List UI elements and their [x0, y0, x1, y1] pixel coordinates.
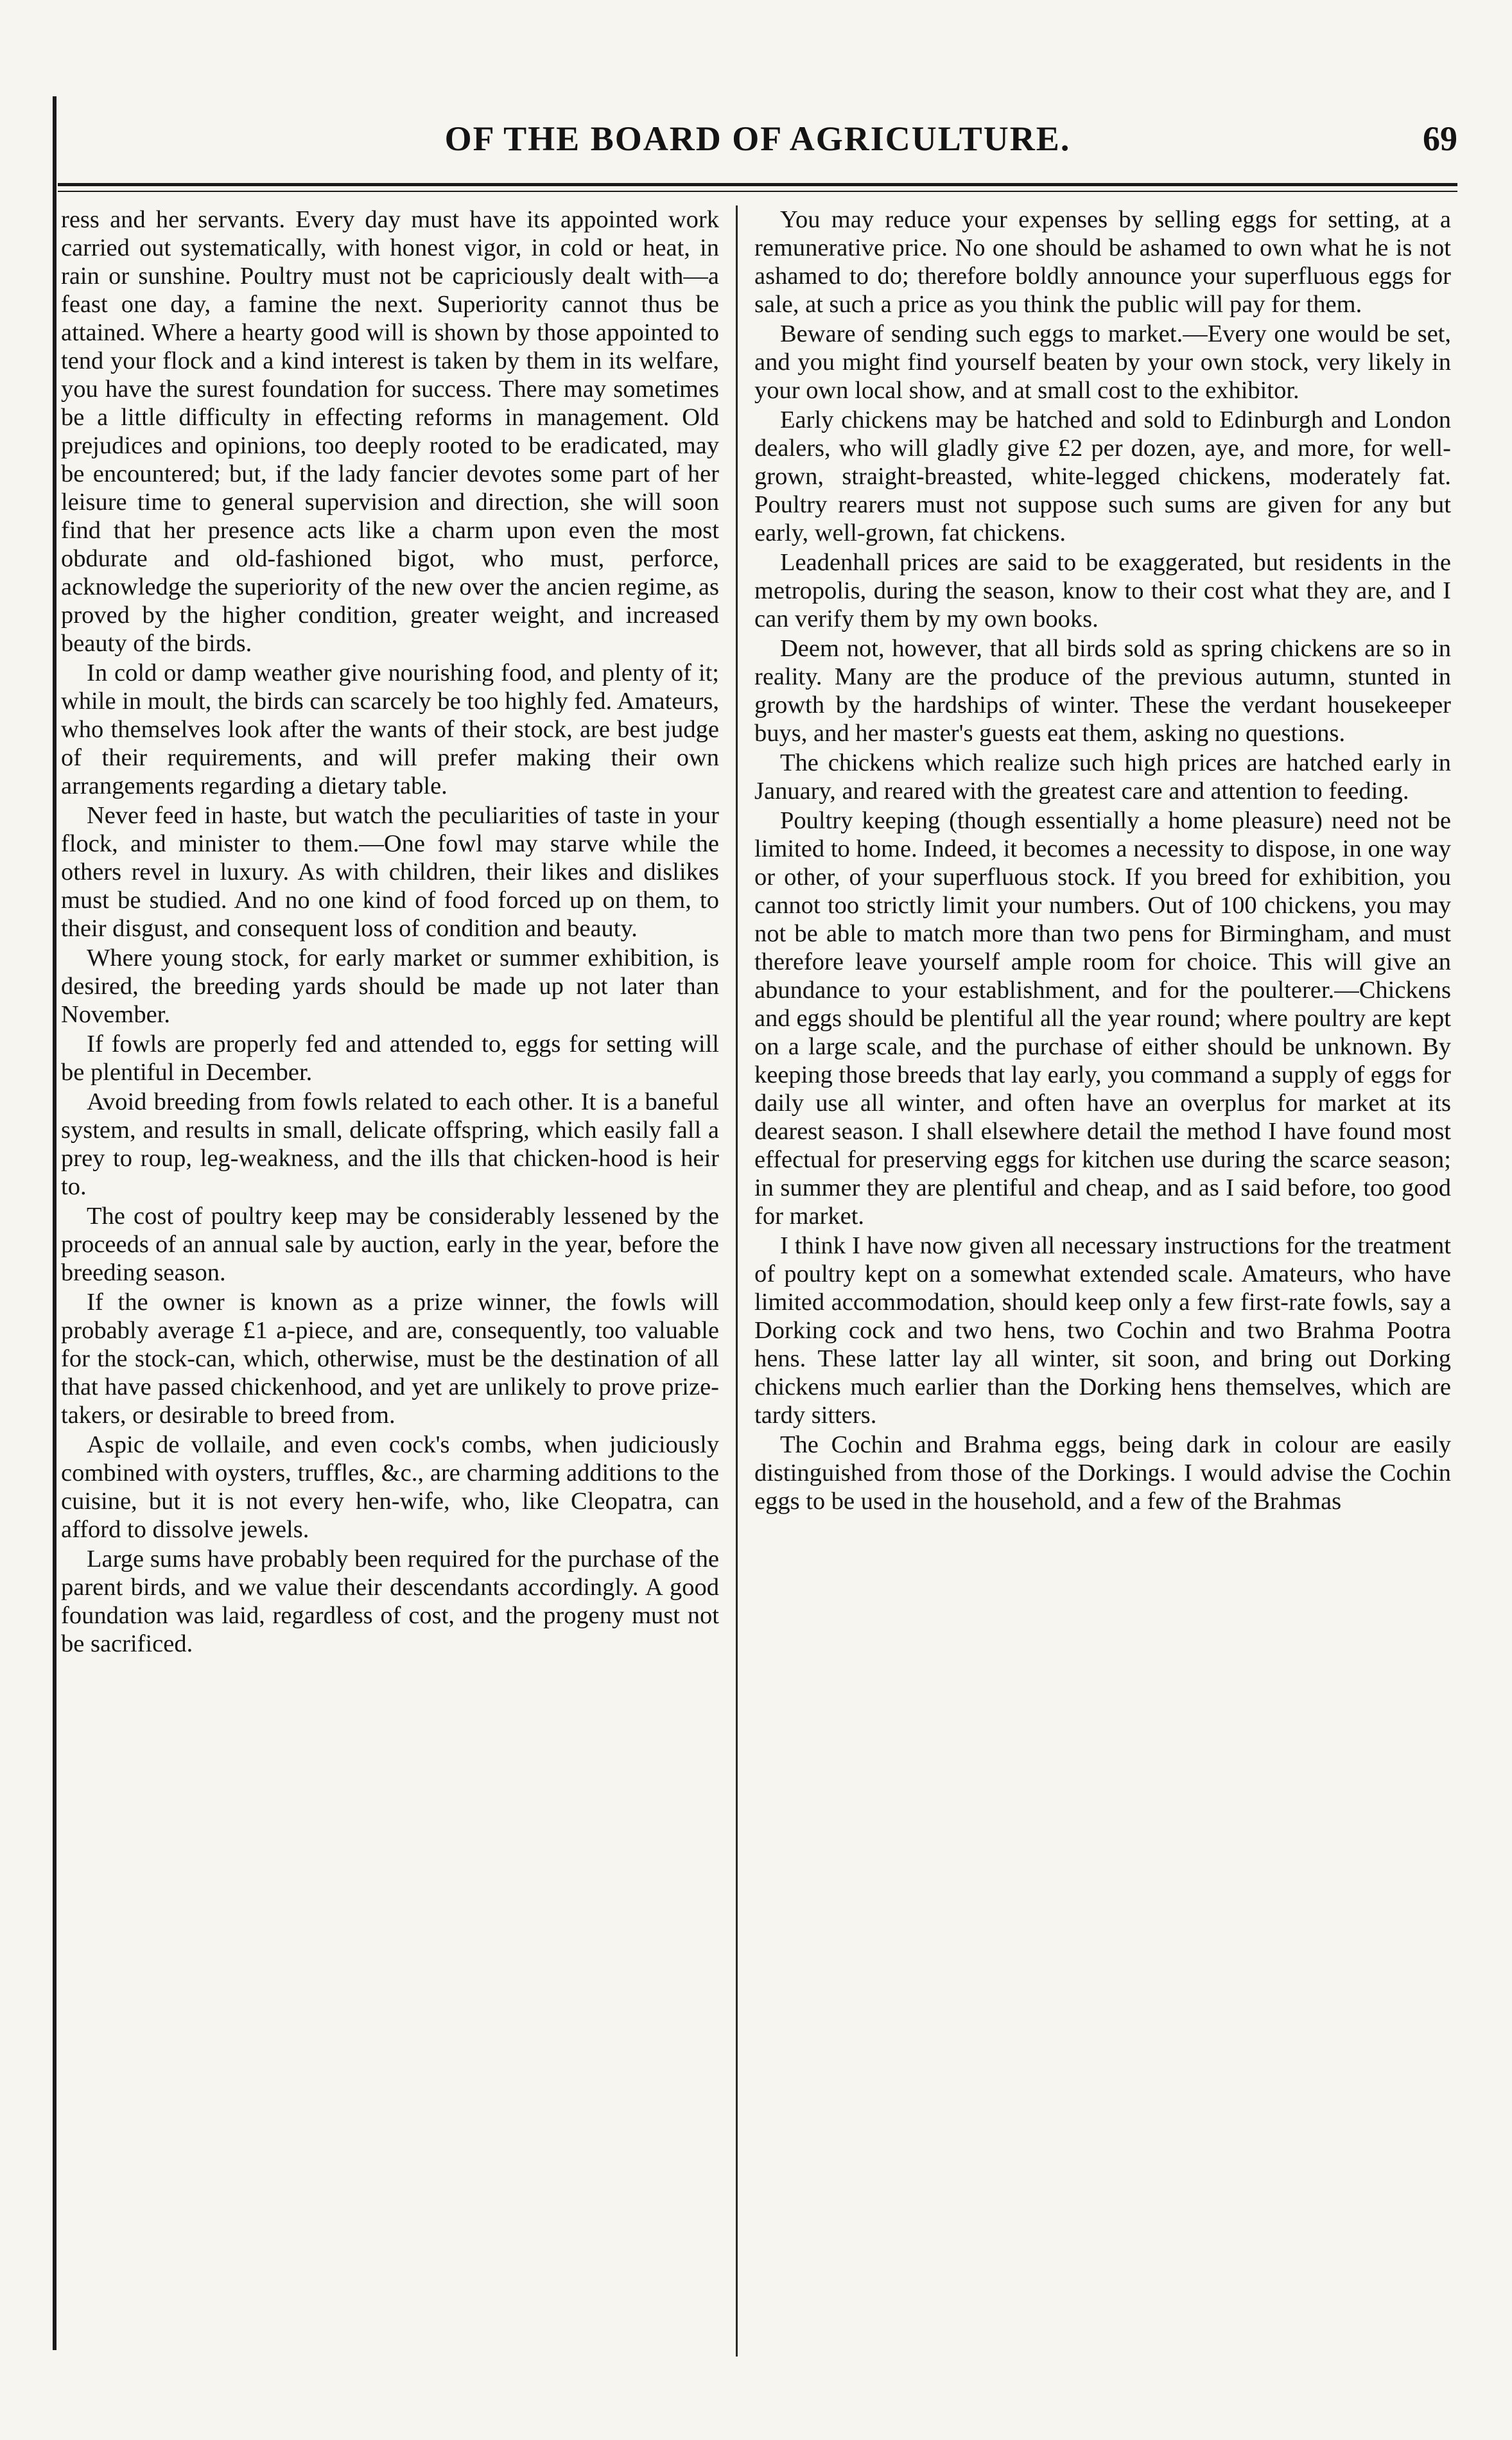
paragraph: Beware of sending such eggs to market.—Every one would be set, and you might find yourself beaten by your own stock, very likely in your own local show, and at small cost to the exhibitor. — [754, 320, 1451, 404]
page-number: 69 — [1423, 119, 1457, 158]
paragraph: The cost of poultry keep may be considerably lessened by the proceeds of an annual sale by auction, early in the year, before the breeding season. — [61, 1203, 719, 1286]
paragraph: If the owner is known as a prize winner, the fowls will probably average £1 a-piece, and are, consequently, too valuable for the stock-can, which, otherwise, must be the destination of all that have passed chickenhood, and yet are unlikely to prove prize-takers, or desirable to breed from. — [61, 1289, 719, 1429]
paragraph: I think I have now given all necessary instructions for the treatment of poultry kept on a somewhat extended scale. Amateurs, who have limited accommodation, should keep only a few first-rate fowls, say a Dorking cock and two hens, two Cochin and two Brahma Pootra hens. These latter lay all winter, sit soon, and bring out Dorking chickens much earlier than the Dorking hens themselves, which are tardy sitters. — [754, 1232, 1451, 1429]
paragraph: The Cochin and Brahma eggs, being dark in colour are easily distinguished from those of the Dorkings. I would advise the Cochin eggs to be used in the household, and a few of the Brahmas — [754, 1431, 1451, 1515]
binding-edge-rule — [53, 96, 56, 2350]
paragraph: Poultry keeping (though essentially a home pleasure) need not be limited to home. Indeed, it becomes a necessity to dispose, in one way or other, of your superfluous stock. If you breed for exhibition, you cannot too strictly limit your numbers. Out of 100 chickens, you may not be able to match more than two pens for Birmingham, and must therefore leave yourself ample room for choice. This will give an abundance to your establishment, and for the poulterer.—Chickens and eggs should be plentiful all the year round; where poultry are kept on a large scale, and the purchase of either should be unknown. By keeping those breeds that lay early, you command a supply of eggs for daily use all winter, and often have an overplus for market at its dearest season. I shall elsewhere detail the method I have found most effectual for preserving eggs for kitchen use during the scarce season; in summer they are plentiful and cheap, and as I said before, too good for market. — [754, 807, 1451, 1230]
paragraph: The chickens which realize such high prices are hatched early in January, and reared with the greatest care and attention to feeding. — [754, 749, 1451, 805]
paragraph: You may reduce your expenses by selling eggs for setting, at a remunerative price. No one should be ashamed to own what he is not ashamed to do; therefore boldly announce your superfluous eggs for sale, at such a price as you think the public will pay for them. — [754, 206, 1451, 318]
paragraph: Aspic de vollaile, and even cock's combs, when judiciously combined with oysters, truffles, &c., are charming additions to the cuisine, but it is not every hen-wife, who, like Cleopatra, can afford to dissolve jewels. — [61, 1431, 719, 1543]
paragraph: Early chickens may be hatched and sold to Edinburgh and London dealers, who will gladly give £2 per dozen, aye, and more, for well-grown, straight-breasted, white-legged chickens, moderately fat. Poultry rearers must not suppose such sums are given for any but early, well-grown, fat chickens. — [754, 406, 1451, 546]
paragraph: Never feed in haste, but watch the peculiarities of taste in your flock, and minister to them.—One fowl may starve while the others revel in luxury. As with children, their likes and dislikes must be studied. And no one kind of food forced up on them, to their disgust, and consequent loss of condition and beauty. — [61, 802, 719, 942]
paragraph: Avoid breeding from fowls related to each other. It is a baneful system, and results in small, delicate offspring, which easily fall a prey to roup, leg-weakness, and the ills that chicken-hood is heir to. — [61, 1088, 719, 1200]
paragraph: Deem not, however, that all birds sold as spring chickens are so in reality. Many are the produce of the previous autumn, stunted in growth by the hardships of winter. These the verdant housekeeper buys, and her master's guests eat them, asking no questions. — [754, 635, 1451, 747]
header-rule — [58, 183, 1457, 186]
header-rule-thin — [58, 191, 1457, 192]
paragraph: ress and her servants. Every day must have its appointed work carried out systematically, with honest vigor, in cold or heat, in rain or sunshine. Poultry must not be capriciously dealt with—a feast one day, a famine the next. Superiority cannot thus be attained. Where a hearty good will is shown by those appointed to tend your flock and a kind interest is taken by them in its welfare, you have the surest foundation for success. There may sometimes be a little difficulty in effecting reforms in management. Old prejudices and opinions, too deeply rooted to be eradicated, may be encountered; but, if the lady fancier devotes some part of her leisure time to general supervision and direction, she will soon find that her presence acts like a charm upon even the most obdurate and old-fashioned bigot, who must, perforce, acknowledge the superiority of the new over the ancien regime, as proved by the higher condition, greater weight, and increased beauty of the birds. — [61, 206, 719, 657]
paragraph: Leadenhall prices are said to be exaggerated, but residents in the metropolis, during the season, know to their cost what they are, and I can verify them by my own books. — [754, 549, 1451, 632]
column-divider — [736, 205, 738, 2357]
paragraph: Large sums have probably been required for the purchase of the parent birds, and we value their descendants accordingly. A good foundation was laid, regardless of cost, and the progeny must not be sacrificed. — [61, 1546, 719, 1657]
paragraph: In cold or damp weather give nourishing food, and plenty of it; while in moult, the birds can scarcely be too highly fed. Amateurs, who themselves look after the wants of their stock, are best judge of their requirements, and will prefer making their own arrangements regarding a dietary table. — [61, 659, 719, 799]
paragraph: If fowls are properly fed and attended to, eggs for setting will be plentiful in December. — [61, 1031, 719, 1086]
paragraph: Where young stock, for early market or summer exhibition, is desired, the breeding yards should be made up not later than November. — [61, 945, 719, 1028]
page-header — [58, 119, 1457, 170]
right-column — [754, 205, 1451, 1515]
running-title: OF THE BOARD OF AGRICULTURE. — [444, 119, 1071, 158]
left-column — [61, 205, 719, 1658]
